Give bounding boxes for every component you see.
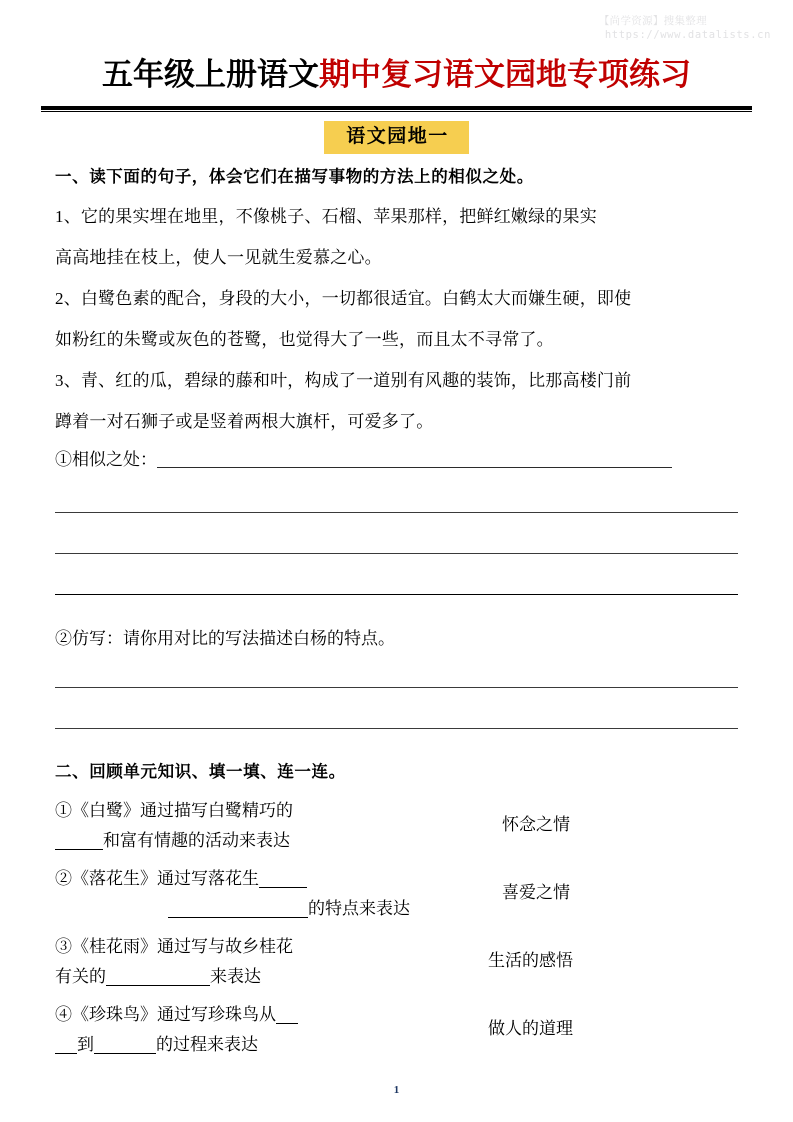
worksheet-content [55,164,738,1082]
question-1-answer-blank[interactable] [157,467,672,468]
matching-exercise [55,796,738,1082]
matching-item-2-marker: ② [55,868,72,888]
matching-item-2-line-2 [55,894,410,924]
watermark [599,14,771,42]
spacer [55,595,738,621]
section-one-heading: 一、读下面的句子，体会它们在描写事物的方法上的相似之处。 [55,167,534,186]
question-2-label: ②仿写：请你用对比的写法描述白杨的特点。 [55,629,395,649]
matching-right-column [410,796,738,1082]
spacer [55,554,738,594]
matching-item-3-line-2 [55,962,410,992]
watermark-source-label: 【尚学资源】搜集整理 [598,15,707,27]
matching-item-1[interactable] [55,796,410,856]
matching-item-1-text-b: 和富有情趣的活动来表达 [103,830,290,850]
sentence-1-line-2: 高高地挂在枝上，使人一见就生爱慕之心。 [55,248,382,268]
sentence-2-line-2: 如粉红的朱鹭或灰色的苍鹭，也觉得大了一些，而且太不寻常了。 [55,330,554,350]
matching-item-2-blank-a[interactable] [259,873,307,888]
sentence-3-line-1: 3、青、红的瓜，碧绿的藤和叶，构成了一道别有风趣的装饰，比那高楼门前 [55,371,632,391]
matching-left-column [55,796,410,1068]
spacer [55,729,738,759]
matching-option-1[interactable]: 怀念之情 [502,814,570,834]
matching-option-4[interactable]: 做人的道理 [488,1018,573,1038]
sentence-3-line-2: 蹲着一对石狮子或是竖着两根大旗杆，可爱多了。 [55,412,434,432]
spacer [55,688,738,728]
matching-item-4-text-b: 的过程来表达 [156,1034,258,1054]
matching-option-3[interactable]: 生活的感悟 [488,950,573,970]
matching-item-3[interactable] [55,932,410,992]
watermark-url: https://www.datalists.cn [604,29,771,42]
matching-item-2-blank-b[interactable] [168,903,308,918]
matching-item-4-marker: ④ [55,1004,72,1024]
matching-item-3-blank[interactable] [106,971,210,986]
question-1-label: ①相似之处： [55,450,157,470]
matching-item-3-text-b: 来表达 [210,966,261,986]
sentence-2-line-1: 2、白鹭色素的配合，身段的大小，一切都很适宜。白鹤太大而嫌生硬，即使 [55,289,632,309]
section-two-heading: 二、回顾单元知识、填一填、连一连。 [55,762,346,782]
spacer [55,478,738,512]
matching-option-2[interactable]: 喜爱之情 [502,882,570,902]
sentence-1-line-1: 1、它的果实埋在地里，不像桃子、石榴、苹果那样，把鲜红嫩绿的果实 [55,207,597,227]
spacer [55,513,738,553]
page-title-subject: 五年级上册语文 [102,57,319,93]
matching-item-4[interactable] [55,1000,410,1060]
matching-item-2-text-a: 《落花生》通过写落花生 [72,868,259,888]
page-title-topic: 期中复习语文园地专项练习 [319,57,691,93]
matching-item-4-text-a: 《珍珠鸟》通过写珍珠鸟从 [72,1004,276,1024]
unit-banner: 语文园地一 [324,121,469,154]
matching-item-4-text-a2: 到 [77,1034,94,1054]
matching-item-1-blank[interactable] [55,835,103,850]
matching-item-1-line-2 [55,826,410,856]
matching-item-2-text-b: 的特点来表达 [308,898,410,918]
matching-item-4-blank-c[interactable] [94,1039,156,1054]
page-title [0,57,793,94]
matching-item-3-marker: ③ [55,936,72,956]
spacer [55,657,738,687]
matching-item-1-text-a: 《白鹭》通过描写白鹭精巧的 [72,800,293,820]
matching-item-2[interactable] [55,864,410,924]
page-number: 1 [393,1084,400,1096]
matching-item-1-marker: ① [55,800,72,820]
matching-item-3-text-a2: 有关的 [55,966,106,986]
matching-item-4-blank-b[interactable] [55,1039,77,1054]
unit-banner-container [0,121,793,154]
matching-item-4-line-2 [55,1030,410,1060]
question-1-row [55,442,738,478]
matching-item-3-text-a: 《桂花雨》通过写与故乡桂花 [72,936,293,956]
title-divider [41,106,752,112]
matching-item-4-blank-a[interactable] [276,1009,298,1024]
